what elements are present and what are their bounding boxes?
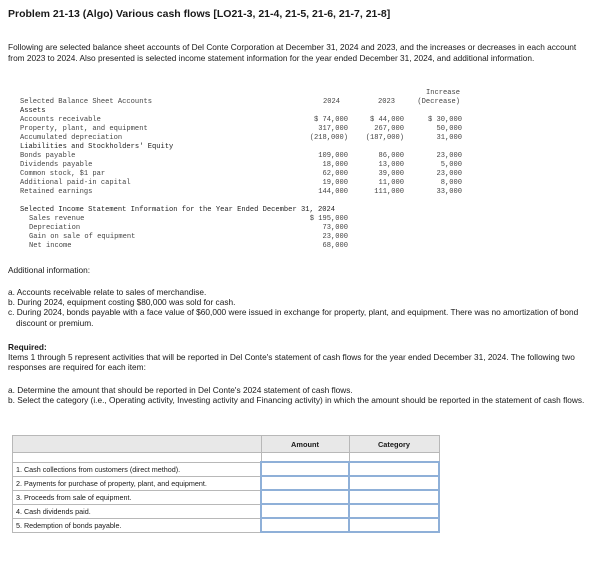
table-row xyxy=(13,476,440,490)
is-row-value: 68,000 xyxy=(322,242,348,250)
bs-row-2023: 86,000 xyxy=(378,152,404,160)
category-input[interactable] xyxy=(349,504,439,518)
activity-label: 5. Redemption of bonds payable. xyxy=(13,518,262,532)
activity-label: 3. Proceeds from sale of equipment. xyxy=(13,490,262,504)
amount-input[interactable] xyxy=(261,476,349,490)
bs-row-2024: 62,000 xyxy=(322,170,348,178)
bs-row-change: $ 30,000 xyxy=(427,116,462,124)
bs-row-2023: 267,000 xyxy=(374,125,404,133)
answer-header-blank xyxy=(13,436,262,453)
bs-row-2024: 144,000 xyxy=(318,188,348,196)
category-input[interactable] xyxy=(349,518,439,532)
bs-row-label: Accounts receivable xyxy=(20,116,101,124)
bs-row-change: 23,000 xyxy=(436,170,462,178)
amount-input[interactable] xyxy=(261,490,349,504)
activity-label: 1. Cash collections from customers (direct method). xyxy=(13,462,262,476)
col-change-header-2: (Decrease) xyxy=(417,98,460,106)
intro-text: Following are selected balance sheet accounts of Del Conte Corporation at December 31, 2024 and 2023, and the increases or decreases in each account from 2023 to 2024. Also presented is selected income statement information for the year ended December 31, 2024, and additional information. xyxy=(8,42,577,63)
bs-row-label: Retained earnings xyxy=(20,188,93,196)
required-section xyxy=(8,342,594,373)
category-input[interactable] xyxy=(349,490,439,504)
is-row-label: Sales revenue xyxy=(29,215,85,223)
category-input[interactable] xyxy=(349,462,439,476)
is-row-label: Depreciation xyxy=(29,224,81,232)
category-column-header: Category xyxy=(349,436,439,453)
page-title: Problem 21-13 (Algo) Various cash flows [LO21-3, 21-4, 21-5, 21-6, 21-7, 21-8] xyxy=(8,8,391,20)
list-item: a. Accounts receivable relate to sales of merchandise. xyxy=(8,287,207,297)
bs-row-2023: 111,000 xyxy=(374,188,404,196)
is-row-value: $ 195,000 xyxy=(309,215,348,223)
additional-info-list xyxy=(8,287,594,328)
answer-table xyxy=(12,435,440,533)
bs-row-2023: 13,000 xyxy=(378,161,404,169)
spacer xyxy=(13,453,262,463)
spacer xyxy=(261,453,349,463)
bs-row-label: Bonds payable xyxy=(20,152,76,160)
bs-row-change: 23,000 xyxy=(436,152,462,160)
bs-row-label: Accumulated depreciation xyxy=(20,134,123,142)
bs-row-change: 31,000 xyxy=(436,134,462,142)
bs-row-label: Common stock, $1 par xyxy=(20,170,106,178)
col-2024-header: 2024 xyxy=(322,98,340,106)
amount-input[interactable] xyxy=(261,504,349,518)
income-statement-heading: Selected Income Statement Information for the Year Ended December 31, 2024 xyxy=(20,206,336,214)
bs-row-2024: 109,000 xyxy=(318,152,348,160)
spacer xyxy=(349,453,439,463)
bs-row-2024: 19,000 xyxy=(322,179,348,187)
bs-row-2023: $ 44,000 xyxy=(369,116,404,124)
bs-row-change: 8,000 xyxy=(440,179,462,187)
table-row xyxy=(13,490,440,504)
activity-label: 4. Cash dividends paid. xyxy=(13,504,262,518)
bs-row-label: Additional paid-in capital xyxy=(20,179,131,187)
bs-row-change: 50,000 xyxy=(436,125,462,133)
bs-row-2023: 11,000 xyxy=(378,179,404,187)
col-change-header-1: Increase xyxy=(425,89,460,97)
is-row-label: Gain on sale of equipment xyxy=(29,233,136,241)
bs-row-2024: 317,000 xyxy=(318,125,348,133)
bs-row-change: 5,000 xyxy=(440,161,462,169)
list-item: b. During 2024, equipment costing $80,000 was sold for cash. xyxy=(8,297,236,308)
bs-row-2024: (218,000) xyxy=(309,134,348,142)
assets-label: Assets xyxy=(20,107,46,115)
is-row-label: Net income xyxy=(29,242,72,250)
liabilities-label: Liabilities and Stockholders' Equity xyxy=(20,143,174,151)
is-row-value: 23,000 xyxy=(322,233,348,241)
required-heading: Required: xyxy=(8,342,47,352)
table-row xyxy=(13,462,440,476)
bs-row-2024: 18,000 xyxy=(322,161,348,169)
list-item: b. Select the category (i.e., Operating activity, Investing activity and Financing activity) in which the amount should be reported in the statement of cash flows. xyxy=(8,395,585,406)
bs-row-change: 33,000 xyxy=(436,188,462,196)
list-item: a. Determine the amount that should be reported in Del Conte's 2024 statement of cash flows. xyxy=(8,385,353,395)
amount-column-header: Amount xyxy=(261,436,349,453)
amount-input[interactable] xyxy=(261,462,349,476)
balance-sheet-heading: Selected Balance Sheet Accounts xyxy=(20,98,152,106)
col-2023-header: 2023 xyxy=(377,98,395,106)
table-row xyxy=(13,504,440,518)
required-items xyxy=(8,385,594,405)
is-row-value: 73,000 xyxy=(322,224,348,232)
additional-info-heading: Additional information: xyxy=(8,265,91,275)
list-item: c. During 2024, bonds payable with a face value of $60,000 were issued in exchange for property, plant, and equipment. There was no amortization of bond discount or premium. xyxy=(8,307,579,328)
required-text: Items 1 through 5 represent activities that will be reported in Del Conte's statement of cash flows for the year ended December 31, 2024. The following two responses are required for each item: xyxy=(8,352,575,373)
activity-label: 2. Payments for purchase of property, plant, and equipment. xyxy=(13,476,262,490)
amount-input[interactable] xyxy=(261,518,349,532)
table-row xyxy=(13,518,440,532)
bs-row-label: Property, plant, and equipment xyxy=(20,125,148,133)
bs-row-2023: (187,000) xyxy=(365,134,404,142)
bs-row-label: Dividends payable xyxy=(20,161,93,169)
category-input[interactable] xyxy=(349,476,439,490)
bs-row-2024: $ 74,000 xyxy=(313,116,348,124)
bs-row-2023: 39,000 xyxy=(378,170,404,178)
